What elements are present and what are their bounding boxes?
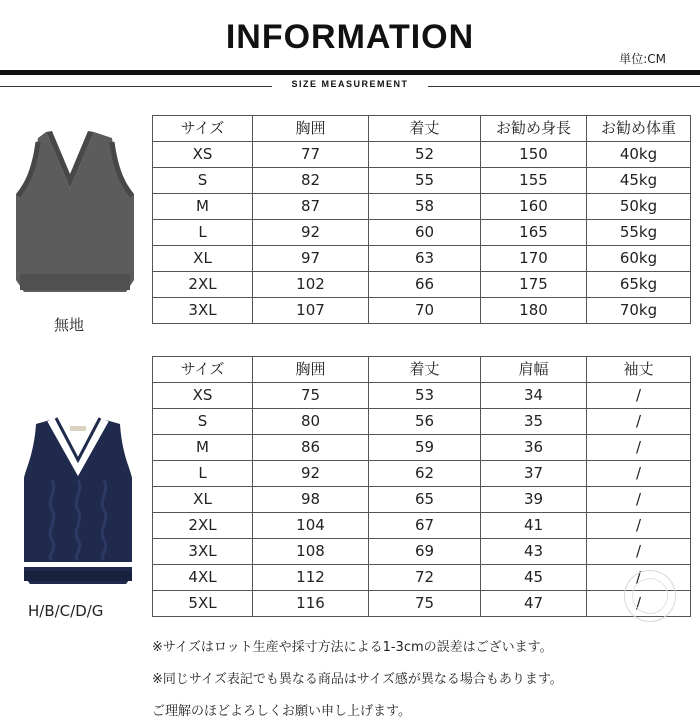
table-cell: 35 <box>481 409 587 435</box>
table-cell: 77 <box>253 142 369 168</box>
header-cell: 胸囲 <box>253 116 369 142</box>
table-cell: 43 <box>481 539 587 565</box>
table-cell: 92 <box>253 220 369 246</box>
header-cell: 着丈 <box>369 357 481 383</box>
gray-vest-image <box>8 128 140 300</box>
table-cell: 3XL <box>153 539 253 565</box>
table-cell: 65kg <box>587 272 691 298</box>
table-cell: 45kg <box>587 168 691 194</box>
table-cell: 4XL <box>153 565 253 591</box>
divider-right <box>428 86 700 87</box>
table-cell: S <box>153 409 253 435</box>
table-cell: / <box>587 539 691 565</box>
table-cell: 160 <box>481 194 587 220</box>
table-cell: 175 <box>481 272 587 298</box>
table-cell: 107 <box>253 298 369 324</box>
cable-vest-label: H/B/C/D/G <box>28 602 104 620</box>
table-cell: 82 <box>253 168 369 194</box>
table-cell: 112 <box>253 565 369 591</box>
navy-vest-image <box>22 416 134 588</box>
table-cell: 2XL <box>153 272 253 298</box>
table-cell: 92 <box>253 461 369 487</box>
table-cell: 63 <box>369 246 481 272</box>
table-row <box>153 142 691 168</box>
table-cell: / <box>587 383 691 409</box>
table-cell: / <box>587 591 691 617</box>
table-cell: 155 <box>481 168 587 194</box>
table-cell: 80 <box>253 409 369 435</box>
table-cell: 108 <box>253 539 369 565</box>
table-cell: 70 <box>369 298 481 324</box>
note-thanks: ご理解のほどよろしくお願い申し上げます。 <box>152 704 411 719</box>
table-cell: 55kg <box>587 220 691 246</box>
table-cell: 53 <box>369 383 481 409</box>
table-cell: 2XL <box>153 513 253 539</box>
table-cell: 3XL <box>153 298 253 324</box>
table-cell: 50kg <box>587 194 691 220</box>
table-cell: 52 <box>369 142 481 168</box>
table-cell: 58 <box>369 194 481 220</box>
table-cell: 37 <box>481 461 587 487</box>
plain-vest-label: 無地 <box>54 316 85 334</box>
table-row <box>153 513 691 539</box>
table-cell: / <box>587 487 691 513</box>
table-cell: 60 <box>369 220 481 246</box>
table-cell: 165 <box>481 220 587 246</box>
table-cell: XL <box>153 246 253 272</box>
table-row <box>153 272 691 298</box>
table-row <box>153 409 691 435</box>
table-cell: 55 <box>369 168 481 194</box>
table-header-row <box>153 116 691 142</box>
table-cell: S <box>153 168 253 194</box>
note-size-difference: ※同じサイズ表記でも異なる商品はサイズ感が異なる場合もあります。 <box>152 672 563 687</box>
table-row <box>153 168 691 194</box>
table-cell: / <box>587 409 691 435</box>
table-cell: 102 <box>253 272 369 298</box>
table-row <box>153 461 691 487</box>
watermark-stamp <box>624 570 676 622</box>
table-row <box>153 220 691 246</box>
table-row <box>153 435 691 461</box>
table-cell: XL <box>153 487 253 513</box>
table-cell: 86 <box>253 435 369 461</box>
header-cell: サイズ <box>153 357 253 383</box>
table-cell: 59 <box>369 435 481 461</box>
table-cell: 39 <box>481 487 587 513</box>
header-cell: 肩幅 <box>481 357 587 383</box>
table-cell: / <box>587 513 691 539</box>
header-cell: 袖丈 <box>587 357 691 383</box>
table-cell: 69 <box>369 539 481 565</box>
table-row <box>153 591 691 617</box>
table-cell: M <box>153 435 253 461</box>
table-row <box>153 539 691 565</box>
header-cell: 胸囲 <box>253 357 369 383</box>
table-cell: 45 <box>481 565 587 591</box>
header-cell: お勧め体重 <box>587 116 691 142</box>
table-row <box>153 246 691 272</box>
table-cell: 34 <box>481 383 587 409</box>
table-cell: 56 <box>369 409 481 435</box>
table-row <box>153 383 691 409</box>
table-cell: 170 <box>481 246 587 272</box>
table-cell: 75 <box>369 591 481 617</box>
table-cell: 97 <box>253 246 369 272</box>
table-cell: 98 <box>253 487 369 513</box>
table-cell: L <box>153 220 253 246</box>
size-table-cable <box>152 356 691 617</box>
table-cell: 5XL <box>153 591 253 617</box>
header-bar <box>0 70 700 75</box>
table-cell: 116 <box>253 591 369 617</box>
table-cell: / <box>587 565 691 591</box>
page-title: INFORMATION <box>225 18 475 56</box>
unit-label: 単位:CM <box>619 52 666 66</box>
table-cell: 75 <box>253 383 369 409</box>
header-cell: 着丈 <box>369 116 481 142</box>
table-cell: 62 <box>369 461 481 487</box>
header-cell: サイズ <box>153 116 253 142</box>
table-cell: 65 <box>369 487 481 513</box>
table-cell: 36 <box>481 435 587 461</box>
section-subtitle: SIZE MEASUREMENT <box>291 79 409 89</box>
table-cell: 60kg <box>587 246 691 272</box>
table-cell: L <box>153 461 253 487</box>
note-tolerance: ※サイズはロット生産や採寸方法による1-3cmの誤差はございます。 <box>152 640 553 655</box>
table-cell: / <box>587 461 691 487</box>
table-row <box>153 565 691 591</box>
table-cell: 40kg <box>587 142 691 168</box>
table-cell: 104 <box>253 513 369 539</box>
table-cell: 87 <box>253 194 369 220</box>
table-cell: 66 <box>369 272 481 298</box>
table-cell: 180 <box>481 298 587 324</box>
table-cell: 41 <box>481 513 587 539</box>
table-row <box>153 194 691 220</box>
header-cell: お勧め身長 <box>481 116 587 142</box>
table-cell: 150 <box>481 142 587 168</box>
size-table-plain <box>152 115 691 324</box>
table-cell: XS <box>153 142 253 168</box>
table-row <box>153 298 691 324</box>
table-cell: 47 <box>481 591 587 617</box>
table-cell: M <box>153 194 253 220</box>
table-cell: 67 <box>369 513 481 539</box>
table-cell: / <box>587 435 691 461</box>
table-cell: XS <box>153 383 253 409</box>
table-header-row <box>153 357 691 383</box>
table-cell: 70kg <box>587 298 691 324</box>
table-row <box>153 487 691 513</box>
table-cell: 72 <box>369 565 481 591</box>
